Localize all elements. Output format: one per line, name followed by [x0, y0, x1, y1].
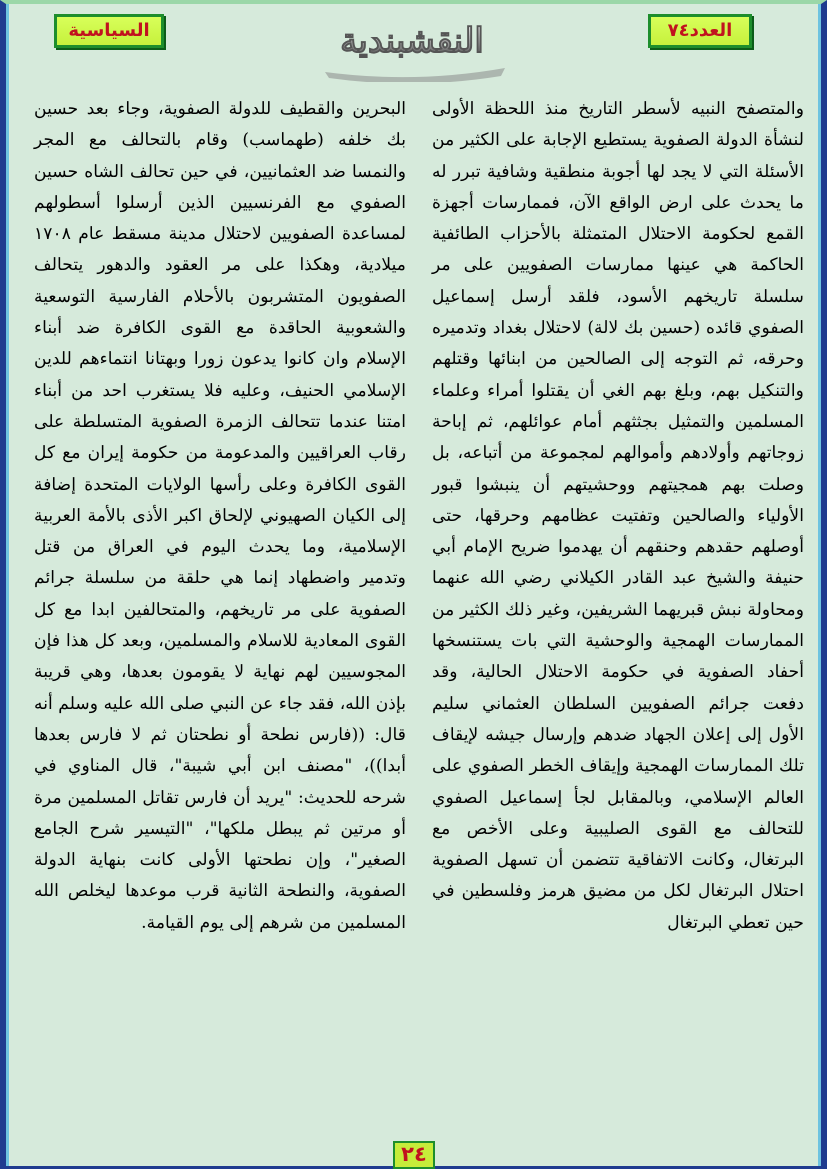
issue-number-label: العدد٧٤ — [648, 14, 752, 48]
article-column-left — [34, 94, 406, 1146]
masthead-logo — [315, 12, 510, 82]
page-number: ٢٤ — [393, 1141, 435, 1169]
article-paragraph: والمتصفح النبيه لأسطر التاريخ منذ اللحظة الأولى لنشأة الدولة الصفوية يستطيع الإجابة على الكثير من الأسئلة التي لا يجد لها أجوبة منطقية وشافية تبرر له ما يحدث على ارض الواقع الآن، فممارسات أجهزة القمع لحكومة الاحتلال المتمثلة بالأحزاب الطائفية الحاكمة هي عينها ممارسات الصفويين على مر سلسلة تاريخهم الأسود، فلقد أرسل إسماعيل الصفوي قائده (حسين بك لالة) لاحتلال بغداد وتدميره وحرقه، ثم التوجه إلى الصالحين من ابنائها وقتلهم والتنكيل بهم، وبلغ بهم الغي أن يقتلوا أمراء وعلماء المسلمين والتمثيل بجثثهم أمام عوائلهم، ثم إباحة زوجاتهم وأولادهم وأموالهم لمجموعة من أتباعه، بل وصلت بهم همجيتهم ووحشيتهم أن ينبشوا قبور الأولياء والصالحين وتفتيت عظامهم وحرقها، حتى أوصلهم حقدهم وحنقهم أن يهدموا ضريح الإمام أبي حنيفة والشيخ عبد القادر الكيلاني رضي الله عنهما ومحاولة نبش قبريهما الشريفين، وغير ذلك الكثير من الممارسات الهمجية والوحشية التي بات يستنسخها أحفاد الصفوية في حكومة الاحتلال الحالية، وقد دفعت جرائم الصفويين السلطان العثماني سليم الأول إلى إعلان الجهاد ضدهم وإرسال جيشه لإيقاف تلك الممارسات الهمجية وإيقاف الخطر الصفوي على العالم الإسلامي، وبالمقابل لجأ إسماعيل الصفوي للتحالف مع القوى الصليبية وعلى الأخص مع البرتغال، وكانت الاتفاقية تتضمن أن تسهل الصفوية احتلال البرتغال لكل من مضيق هرمز وفلسطين في حين تعطي البرتغال — [432, 99, 804, 933]
article-paragraph: البحرين والقطيف للدولة الصفوية، وجاء بعد حسين بك خلفه (طهماسب) وقام بالتحالف مع المجر والنمسا ضد العثمانيين، في حين تحالف الشاه حسين الصفوي مع الفرنسيين الذين أرسلوا أسطولهم لمساعدة الصفويين لاحتلال مدينة مسقط عام ١٧٠٨ ميلادية، وهكذا على مر العقود والدهور يتحالف الصفويون المتشربون بالأحلام الفارسية التوسعية والشعوبية الحاقدة مع القوى الكافرة ضد أبناء الإسلام وان كانوا يدعون زورا وبهتانا انتماءهم للدين الإسلامي الحنيف، وعليه فلا يستغرب احد من أبناء امتنا عندما تتحالف الزمرة الصفوية المتسلطة على رقاب العراقيين والمدعومة من حكومة إيران مع كل القوى الكافرة وعلى رأسها الولايات المتحدة إضافة إلى الكيان الصهيوني لإلحاق اكبر الأذى بالأمة العربية الإسلامية، وما يحدث اليوم في العراق من قتل وتدمير واضطهاد إنما هي حلقة من سلسلة جرائم الصفوية على مر تاريخهم، والمتحالفين ابدا مع كل القوى المعادية للاسلام والمسلمين، وبعد كل هذا فإن المجوسيين لهم نهاية لا يقومون بعدها، وهي قريبة بإذن الله، فقد جاء عن النبي صلى الله عليه وسلم أنه قال: ((فارس نطحة أو نطحتان ثم لا فارس بعدها أبدا))، "مصنف ابن أبي شيبة"، قال المناوي في شرحه للحديث: "يريد أن فارس تقاتل المسلمين مرة أو مرتين ثم يبطل ملكها"، "التيسير شرح الجامع الصغير"، وإن نطحتها الأولى كانت بنهاية الدولة الصفوية، والنطحة الثانية قرب موعدها ليخلص الله المسلمين من شرهم إلى يوم القيامة. — [34, 99, 406, 933]
masthead-title: النقشبندية — [340, 21, 484, 61]
masthead-shadow — [325, 68, 505, 82]
article-column-right — [432, 94, 804, 1146]
section-label: السياسية — [54, 14, 164, 48]
